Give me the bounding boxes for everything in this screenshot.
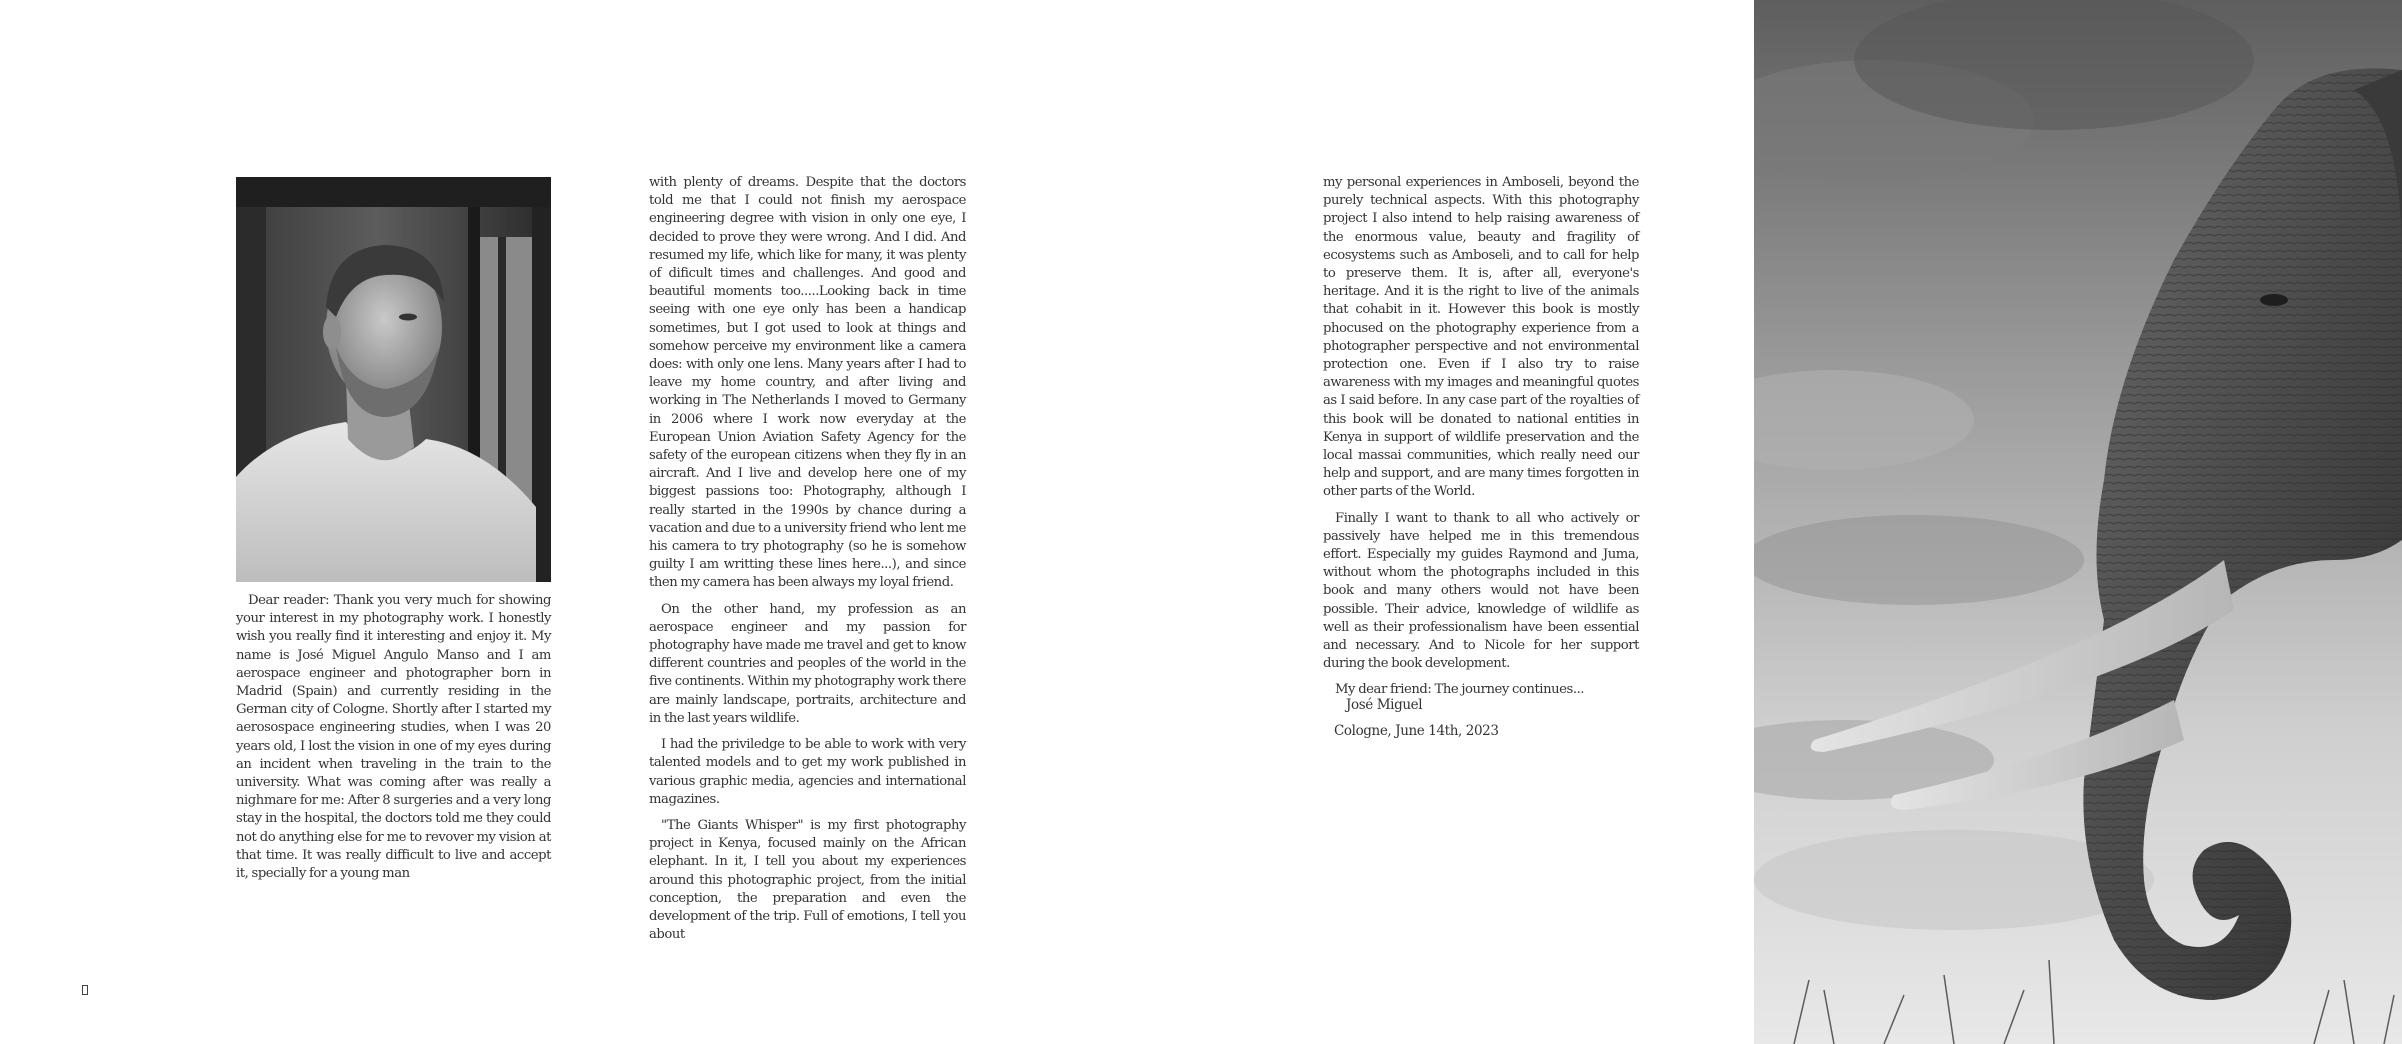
signature-name: José Miguel xyxy=(1346,697,1423,713)
text-column-3 xyxy=(1323,174,1639,708)
paragraph: Dear reader: Thank you very much for showing your interest in my photography work. I honestly wish you really find it interesting and enjoy it. My name is José Miguel Angulo Manso and I am aerospace engineer and photographer born in Madrid (Spain) and currently residing in the German city of Cologne. Shortly after I started my aerosospace engineering studies, when I was 20 years old, I lost the vision in one of my eyes during an incident when traveling in the train to the university. What was coming after was really a nighmare for me: After 8 surgeries and a very long stay in the hospital, the doctors told me they could not do anything else for me to revover my vision at that time. It was really difficult to live and accept it, specially for a young man xyxy=(236,593,551,882)
elephant-photo xyxy=(1754,0,2402,1044)
signature-place-date: Cologne, June 14th, 2023 xyxy=(1334,723,1499,739)
paragraph: My dear friend: The journey continues... xyxy=(1335,682,1585,698)
paragraph: Finally I want to thank to all who actively or passively have helped me in this tremendous effort. Especially my guides Raymond and Juma, without whom the photographs included in this book and many others would not have been possible. Their advice, knowledge of wildlife as well as their professionalism have been essential and necessary. And to Nicole for her support during the book development. xyxy=(1323,510,1639,672)
paragraph: with plenty of dreams. Despite that the doctors told me that I could not finish my aerospace engineering degree with vision in only one eye, I decided to prove they were wrong. And I did. And resumed my life, which like for many, it was plenty of dificult times and challenges. And good and beautiful moments too.....Looking back in time seeing with one eye only has been a handicap sometimes, but I got used to look at things and somehow perceive my environment like a camera does: with only one lens. Many years after I had to leave my home country, and after living and working in The Netherlands I moved to Germany in 2006 where I work now everyday at the European Union Aviation Safety Agency for the safety of the european citizens when they fly in an aircraft. And I live and develop here one of my biggest passions too: Photography, although I really started in the 1990s by chance during a vacation and due to a university friend who lent me his camera to try photography (so he is somehow guilty I am writting these lines here...), and since then my camera has been always my loyal friend. xyxy=(649,175,967,591)
paragraph: my personal experiences in Amboseli, beyond the purely technical aspects. With this photography project I also intend to help raising awareness of the enormous value, beauty and fragility of ecosystems such as Amboseli, and to call for help to preserve them. It is, after all, everyone's heritage. And it is the right to live of the animals that cohabit in it. However this book is mostly phocused on the photography experience from a photographer perspective and not environmental protection one. Even if I also try to raise awareness with my images and meaningful quotes as I said before. In any case part of the royalties of this book will be donated to national entities in Kenya in support of wildlife preservation and the local massai communities, which really need our help and support, and are many times forgotten in other parts of the World. xyxy=(1323,175,1639,500)
text-column-2 xyxy=(649,174,966,952)
paragraph: On the other hand, my profession as an aerospace engineer and my passion for photography have made me travel and get to know different countries and peoples of the world in the five continents. Within my photography work there are mainly landscape, portraits, architecture and in the last years wildlife. xyxy=(649,601,966,726)
paragraph: I had the priviledge to be able to work with very talented models and to get my work published in various graphic media, agencies and international magazines. xyxy=(649,737,966,807)
page-marker-icon xyxy=(82,985,88,995)
elephant-illustration xyxy=(1754,0,2402,1044)
signature-block xyxy=(1334,692,1499,744)
paragraph: "The Giants Whisper" is my first photography project in Kenya, focused mainly on the African elephant. In it, I tell you about my experiences around this photographic project, from the initial conception, the preparation and even the development of the trip. Full of emotions, I tell you about xyxy=(649,817,966,943)
text-column-1 xyxy=(236,592,551,891)
portrait-illustration xyxy=(236,177,551,582)
author-portrait-photo xyxy=(236,177,551,582)
